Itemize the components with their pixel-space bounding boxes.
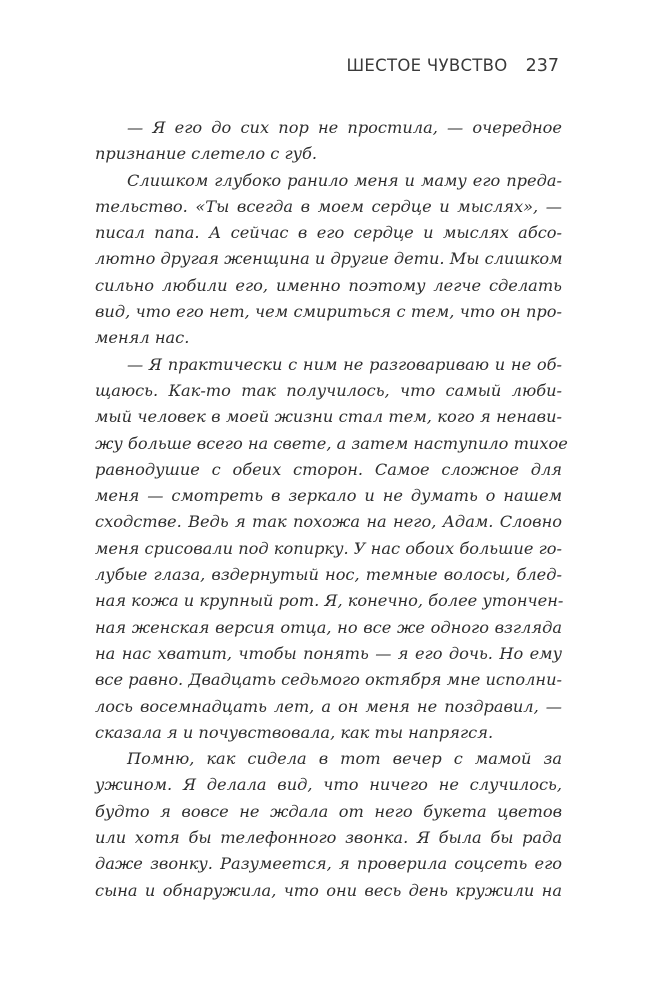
text-line: Слишком глубоко ранило меня и маму его преда- xyxy=(127,170,562,190)
running-title: ШЕСТОЕ ЧУВСТВО xyxy=(346,56,508,75)
text-line: сходстве. Ведь я так похожа на него, Адам. Словно xyxy=(95,512,562,532)
text-line: меня срисовали под копирку. У нас обоих большие го- xyxy=(95,538,562,558)
body-text xyxy=(95,115,568,904)
text-line: ная кожа и крупный рот. Я, конечно, более утончен- xyxy=(95,591,564,611)
text-line: вид, что его нет, чем смириться с тем, что он про- xyxy=(95,302,562,322)
text-line: даже звонку. Разумеется, я проверила соцсеть его xyxy=(95,854,562,874)
text-line: жу больше всего на свете, а затем наступило тихое xyxy=(95,433,568,453)
paragraph xyxy=(95,168,562,352)
paragraph xyxy=(95,352,568,746)
text-line: лось восемнадцать лет, а он меня не поздравил, — xyxy=(95,696,562,716)
text-line: все равно. Двадцать седьмого октября мне исполни- xyxy=(95,670,562,690)
text-line: будто я вовсе не ждала от него букета цветов xyxy=(95,801,562,821)
paragraph xyxy=(95,746,562,904)
text-line: лютно другая женщина и другие дети. Мы слишком xyxy=(95,249,563,269)
text-line: сильно любили его, именно поэтому легче сделать xyxy=(95,275,562,295)
text-line: — Я практически с ним не разговариваю и не об- xyxy=(127,354,562,374)
text-line: равнодушие с обеих сторон. Самое сложное для xyxy=(95,459,562,479)
paragraph xyxy=(95,115,562,168)
text-line: — Я его до сих пор не простила, — очередное xyxy=(127,118,562,137)
text-line: признание слетело с губ. xyxy=(95,144,318,164)
running-head xyxy=(346,56,559,76)
text-line: щаюсь. Как-то так получилось, что самый люби- xyxy=(95,380,562,400)
text-line: мый человек в моей жизни стал тем, кого я ненави- xyxy=(95,407,562,427)
text-line: сказала я и почувствовала, как ты напрягся. xyxy=(95,722,494,742)
text-line: меня — смотреть в зеркало и не думать о нашем xyxy=(95,486,562,506)
text-line: менял нас. xyxy=(95,328,190,348)
text-line: Помню, как сидела в тот вечер с мамой за xyxy=(127,749,562,769)
text-line: ужином. Я делала вид, что ничего не случилось, xyxy=(95,775,562,795)
page-number: 237 xyxy=(525,56,559,76)
text-line: на нас хватит, чтобы понять — я его дочь. Но ему xyxy=(95,643,562,663)
text-line: лубые глаза, вздернутый нос, темные волосы, блед- xyxy=(95,565,562,585)
text-line: тельство. «Ты всегда в моем сердце и мыслях», — xyxy=(95,196,562,216)
text-line: ная женская версия отца, но все же одного взгляда xyxy=(95,617,562,637)
text-line: писал папа. А сейчас в его сердце и мыслях абсо- xyxy=(95,223,562,243)
text-line: сына и обнаружила, что они весь день кружили на xyxy=(95,880,562,900)
text-line: или хотя бы телефонного звонка. Я была бы рада xyxy=(95,828,562,848)
